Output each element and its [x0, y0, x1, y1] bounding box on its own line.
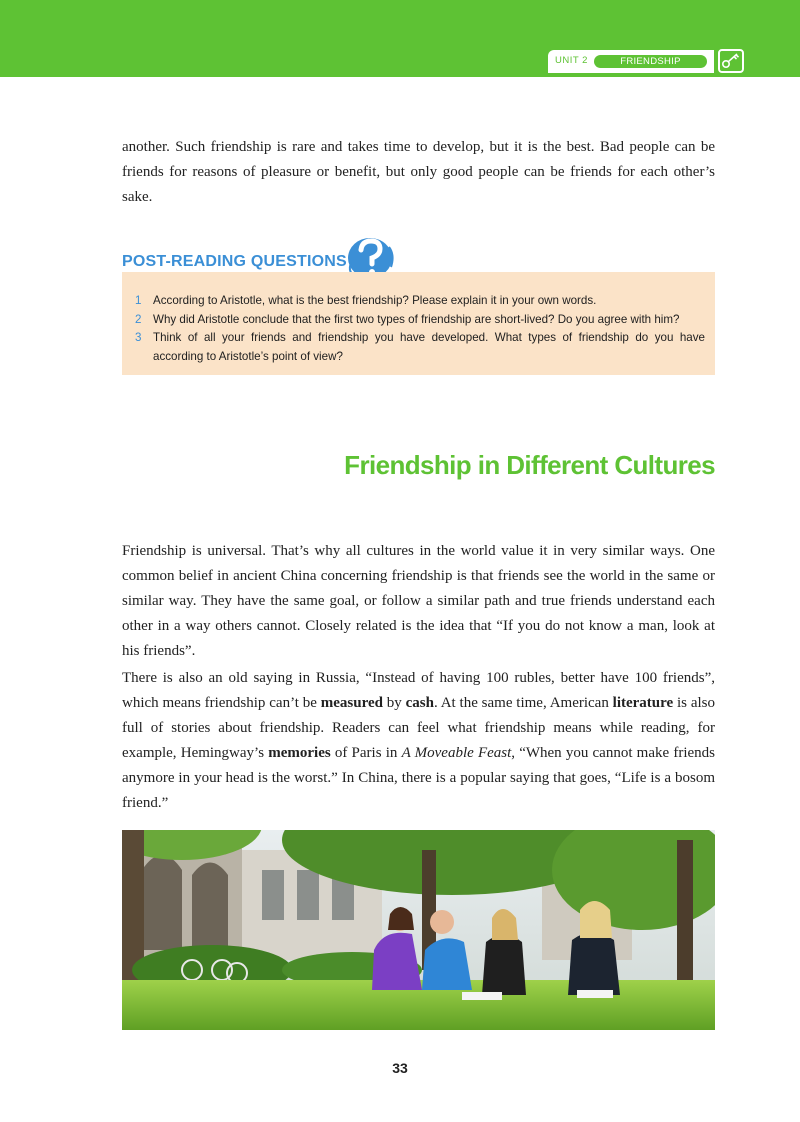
paragraph-text: . At the same time, American [433, 695, 613, 711]
keyword-measured: measured [320, 695, 383, 711]
unit-tab [548, 50, 714, 73]
book-title: A Moveable Feast [401, 745, 512, 761]
paragraph-text: by [382, 695, 406, 711]
questions-box [122, 272, 715, 375]
question-text: Think of all your friends and friendship you have developed. What types of friendship do you have according to Aristotle’s point of view? [153, 331, 705, 363]
keyword-cash: cash [405, 695, 434, 711]
paragraph-text: of Paris in [330, 745, 402, 761]
question-item [122, 292, 715, 311]
question-item [122, 329, 715, 366]
key-icon [718, 49, 744, 73]
unit-label: UNIT 2 [555, 55, 588, 66]
section-title: Friendship in Different Cultures [344, 450, 715, 480]
paragraph-text: , “When you cannot make friends anymore in your head is the worst.” In China, there is a popular saying that goes, “Life is a bosom friend.” [122, 745, 715, 811]
culture-paragraph-2 [122, 666, 715, 816]
question-number: 1 [135, 294, 142, 307]
culture-paragraph-1: Friendship is universal. That’s why all cultures in the world value it in very similar ways. One common belief in ancient China concerning friendship is that friends see the world in the same or similar way. They have the same goal, or follow a similar path and true friends understand each other in a way others cannot. Closely related is the idea that “If you do not know a man, look at his friends”. [122, 543, 715, 659]
question-number: 2 [135, 312, 142, 326]
keyword-memories: memories [268, 745, 331, 761]
header-band [0, 0, 800, 77]
paragraph-text: is also full of stories about friendship. Readers can feel what friendship means while reading, for example, Hemingway’s [122, 695, 715, 761]
paragraph-text: There is also an old saying in Russia, “Instead of having 100 rubles, better have 100 friends”, which means friendship can’t be [122, 670, 715, 711]
questions-list [122, 292, 715, 366]
question-number: 3 [135, 331, 142, 344]
keyword-literature: literature [612, 695, 674, 711]
question-text: According to Aristotle, what is the best friendship? Please explain it in your own words. [153, 294, 597, 307]
unit-name: FRIENDSHIP [594, 55, 707, 68]
intro-paragraph: another. Such friendship is rare and takes time to develop, but it is the best. Bad people can be friends for reasons of pleasure or benefit, but only good people can be friends for each other’s sake. [122, 139, 715, 205]
question-text: Why did Aristotle conclude that the first two types of friendship are short-lived? Do you agree with him? [153, 312, 680, 326]
post-reading-heading: POST-READING QUESTIONS [122, 253, 347, 270]
page-number: 33 [392, 1060, 408, 1076]
students-sitting-on-grass-photo [122, 830, 715, 1030]
question-item [122, 311, 715, 330]
